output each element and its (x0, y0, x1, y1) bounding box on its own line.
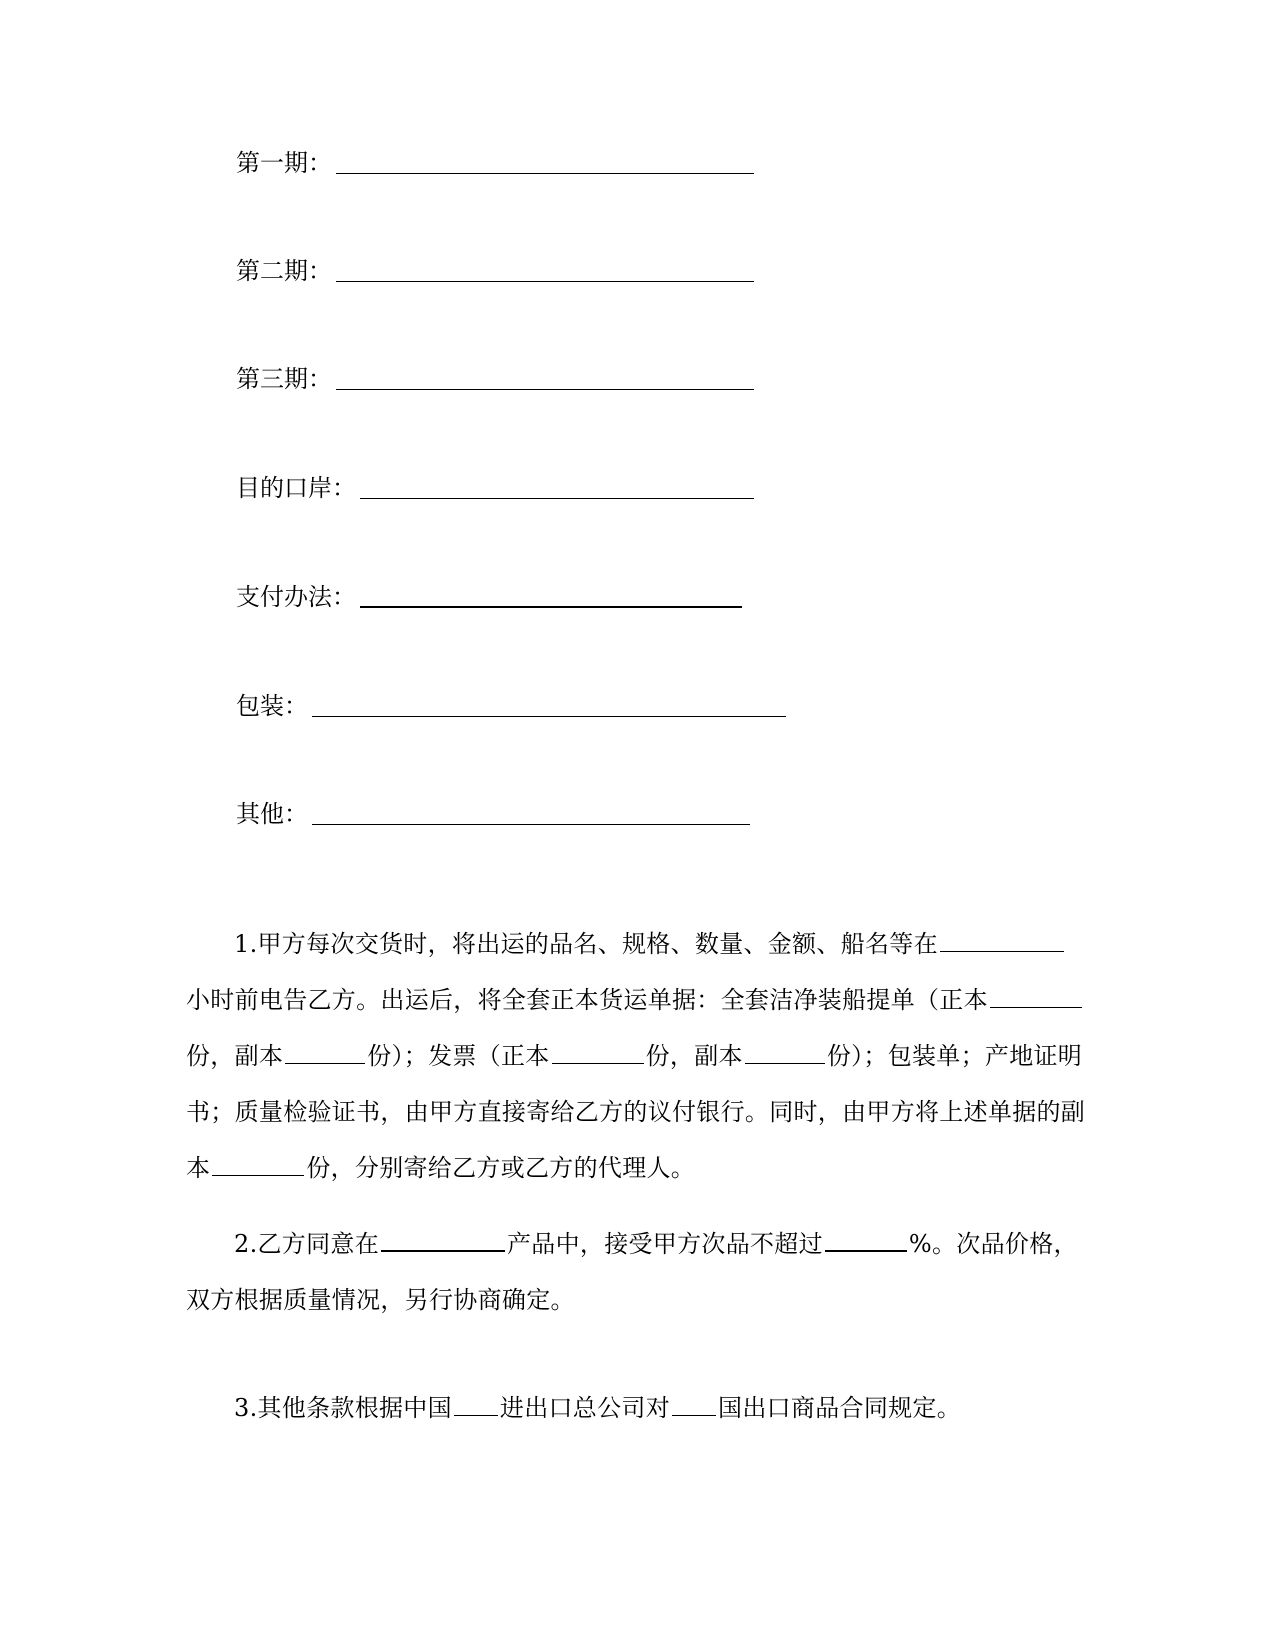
blank-line[interactable] (825, 1250, 907, 1252)
field-phase-2 (236, 246, 754, 286)
blank-line[interactable] (312, 716, 786, 717)
field-label: 第一期： (236, 149, 332, 177)
clause-text: %。次品价格，双方根据质量情况，另行协商确定。 (186, 1230, 1078, 1314)
blank-line[interactable] (672, 1415, 716, 1416)
blank-line[interactable] (940, 951, 1064, 952)
field-label: 第三期： (236, 365, 332, 393)
field-label: 包装： (236, 692, 308, 720)
blank-line[interactable] (212, 1175, 304, 1176)
field-phase-3 (236, 354, 754, 394)
field-label: 其他： (236, 800, 308, 828)
clause-text: 份，分别寄给乙方或乙方的代理人。 (306, 1154, 696, 1182)
clause-text: 国出口商品合同规定。 (718, 1394, 962, 1422)
blank-line[interactable] (381, 1250, 505, 1252)
clause-text: 产品中，接受甲方次品不超过 (507, 1230, 823, 1258)
field-label: 第二期： (236, 257, 332, 285)
clause-text: 1.甲方每次交货时，将出运的品名、规格、数量、金额、船名等在 (234, 930, 938, 958)
clause-text: 份，副本 (186, 1042, 284, 1070)
field-phase-1 (236, 138, 754, 178)
blank-line[interactable] (454, 1415, 498, 1416)
blank-line[interactable] (990, 1007, 1082, 1008)
blank-line[interactable] (552, 1063, 644, 1064)
blank-line[interactable] (360, 606, 742, 608)
field-packing (236, 681, 786, 721)
clause-1 (186, 916, 1086, 1196)
blank-line[interactable] (745, 1063, 825, 1064)
field-destination-port (236, 463, 754, 503)
field-payment-method (236, 572, 742, 612)
blank-line[interactable] (285, 1063, 365, 1064)
clause-text: 份）；发票（正本 (367, 1042, 550, 1070)
blank-line[interactable] (312, 824, 750, 825)
clause-text: 3.其他条款根据中国 (234, 1394, 452, 1422)
field-label: 目的口岸： (236, 474, 356, 502)
blank-line[interactable] (360, 498, 754, 499)
clause-text: 小时前电告乙方。出运后，将全套正本货运单据：全套洁净装船提单（正本 (186, 986, 988, 1014)
blank-line[interactable] (336, 389, 754, 390)
clause-3 (186, 1380, 1086, 1436)
clause-text: 份，副本 (645, 1042, 743, 1070)
field-label: 支付办法： (236, 583, 356, 611)
clause-text: 进出口总公司对 (499, 1394, 671, 1422)
field-other (236, 789, 750, 829)
clause-text: 份）；包装单；产地证明书；质量检验证书，由甲方直接寄给乙方的议付银行。同时，由甲方将上述单据的副本 (186, 1042, 1086, 1182)
blank-line[interactable] (336, 281, 754, 282)
clause-text: 2.乙方同意在 (234, 1230, 379, 1258)
clause-2 (186, 1216, 1086, 1328)
blank-line[interactable] (336, 173, 754, 174)
